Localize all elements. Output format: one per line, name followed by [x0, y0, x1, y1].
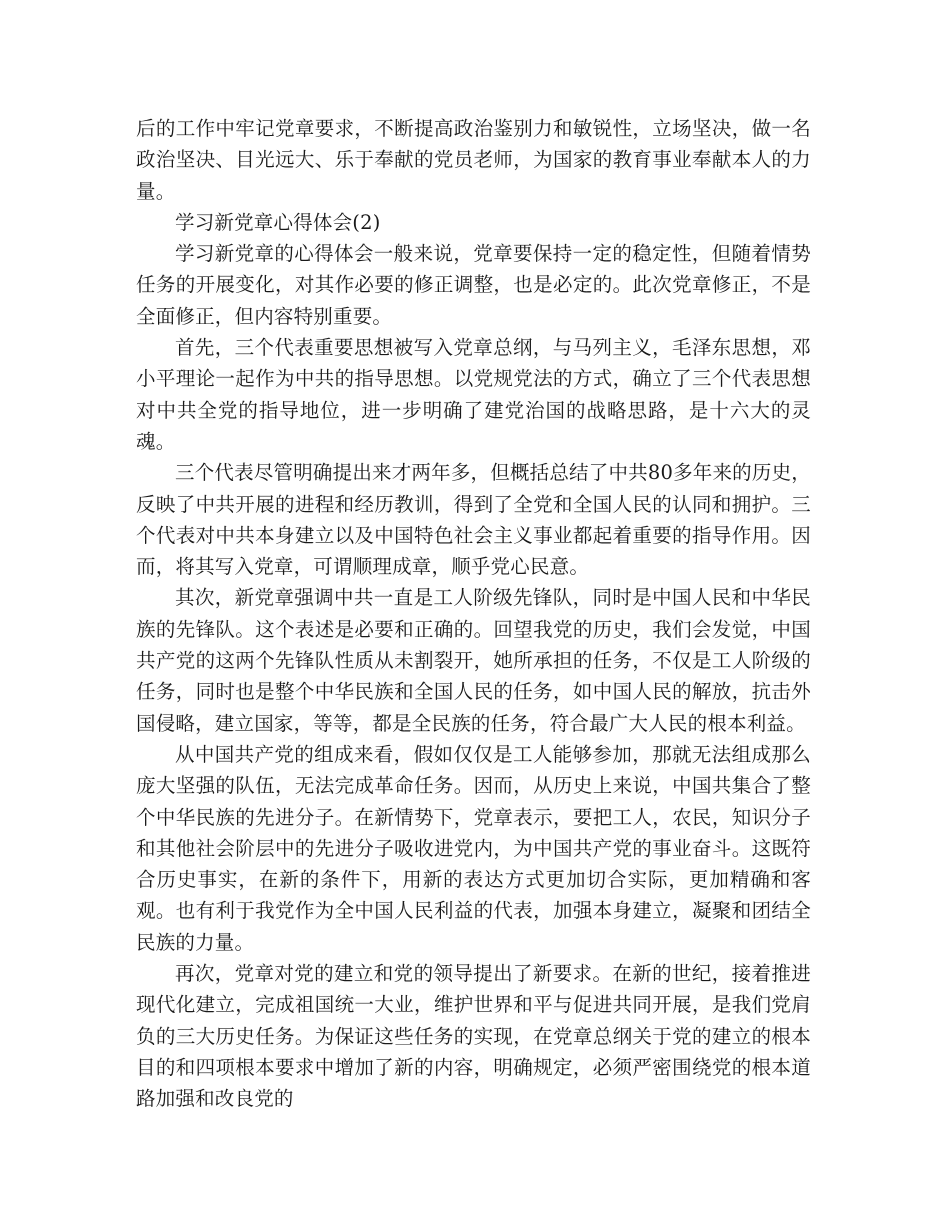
- section-heading: 学习新党章心得体会(2): [175, 210, 381, 234]
- document-body: [136, 113, 811, 1115]
- paragraph: 其次，新党章强调中共一直是工人阶级先锋队，同时是中国人民和中华民族的先锋队。这个表述是必要和正确的。回望我党的历史，我们会发觉，中国共产党的这两个先锋队性质从未割裂开，她所承担的任务，不仅是工人阶级的任务，同时也是整个中华民族和全国人民的任务，如中国人民的解放，抗击外国侵略，建立国家，等等，都是全民族的任务，符合最广大人民的根本利益。: [136, 586, 811, 735]
- paragraph-continuation: 后的工作中牢记党章要求，不断提高政治鉴别力和敏锐性，立场坚决，做一名政治坚决、目光远大、乐于奉献的党员老师，为国家的教育事业奉献本人的力量。: [136, 117, 811, 203]
- paragraph: 首先，三个代表重要思想被写入党章总纲，与马列主义，毛泽东思想，邓小平理论一起作为中共的指导思想。以党规党法的方式，确立了三个代表思想对中共全党的指导地位，进一步明确了建党治国的战略思路，是十六大的灵魂。: [136, 336, 811, 453]
- paragraph: 从中国共产党的组成来看，假如仅仅是工人能够参加，那就无法组成那么庞大坚强的队伍，无法完成革命任务。因而，从历史上来说，中国共集合了整个中华民族的先进分子。在新情势下，党章表示，要把工人，农民，知识分子和其他社会阶层中的先进分子吸收进党内，为中国共产党的事业奋斗。这既符合历史事实，在新的条件下，用新的表达方式更加切合实际，更加精确和客观。也有利于我党作为全中国人民利益的代表，加强本身建立，凝聚和团结全民族的力量。: [136, 742, 811, 954]
- paragraph: 再次，党章对党的建立和党的领导提出了新要求。在新的世纪，接着推进现代化建立，完成祖国统一大业，维护世界和平与促进共同开展，是我们党肩负的三大历史任务。为保证这些任务的实现，在党章总纲关于党的建立的根本目的和四项根本要求中增加了新的内容，明确规定，必须严密围绕党的根本道路加强和改良党的: [136, 962, 811, 1111]
- paragraph: 三个代表尽管明确提出来才两年多，但概括总结了中共80多年来的历史，反映了中共开展的进程和经历教训，得到了全党和全国人民的认同和拥护。三个代表对中共本身建立以及中国特色社会主义事业都起着重要的指导作用。因而，将其写入党章，可谓顺理成章，顺乎党心民意。: [136, 461, 811, 579]
- paragraph: 学习新党章的心得体会一般来说，党章要保持一定的稳定性，但随着情势任务的开展变化，对其作必要的修正调整，也是必定的。此次党章修正，不是全面修正，但内容特别重要。: [136, 242, 811, 328]
